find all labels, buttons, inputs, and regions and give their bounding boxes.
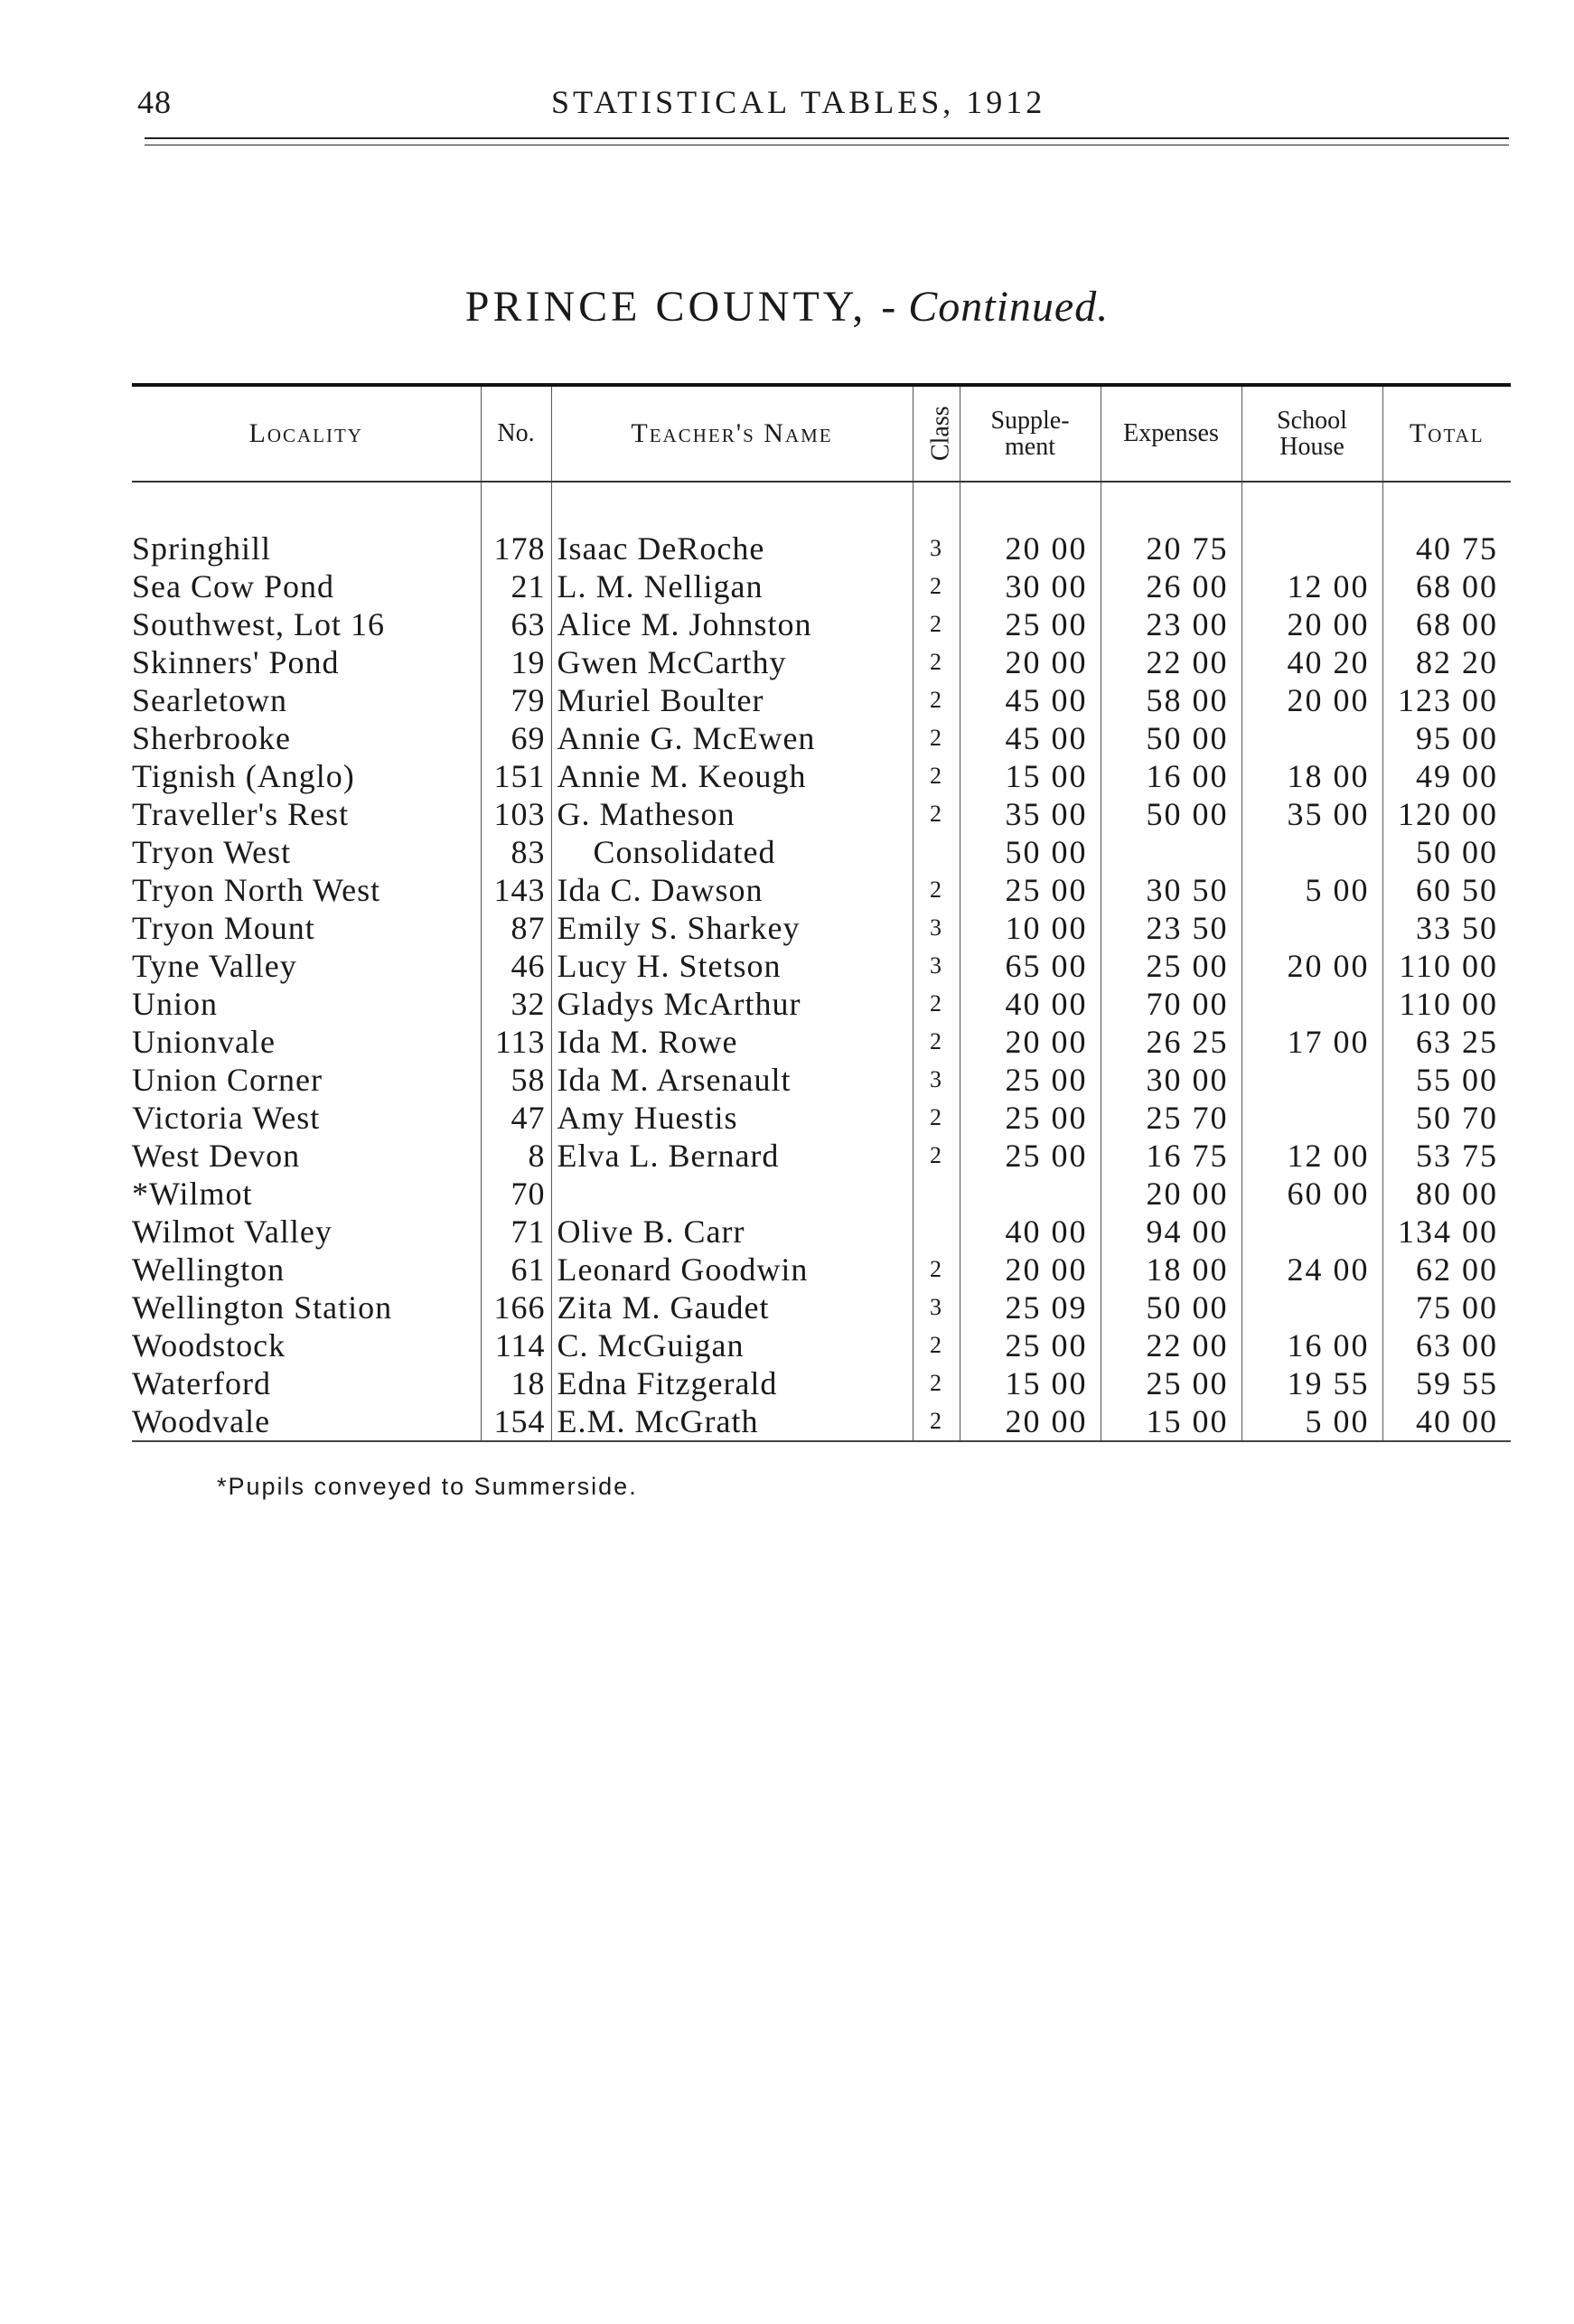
cell-school-no: 63 xyxy=(481,605,551,643)
cell-expenses xyxy=(1101,833,1241,871)
cell-school-no: 178 xyxy=(481,529,551,567)
table-header-row xyxy=(132,385,1511,482)
cell-supplement: 20 00 xyxy=(960,529,1101,567)
cell-locality: Traveller's Rest xyxy=(132,796,350,832)
cell-total: 60 50 xyxy=(1382,871,1511,909)
header-teacher-name: Teacher's Name xyxy=(551,385,913,482)
cell-school-house xyxy=(1241,1289,1382,1326)
cell-school-house: 12 00 xyxy=(1241,567,1382,605)
cell-expenses: 20 00 xyxy=(1101,1175,1241,1213)
cell-supplement: 40 00 xyxy=(960,1213,1101,1251)
cell-teacher-name: Emily S. Sharkey xyxy=(551,909,913,947)
cell-locality: Wilmot Valley xyxy=(132,1214,333,1250)
cell-supplement: 25 00 xyxy=(960,1326,1101,1364)
table-row xyxy=(132,529,1511,567)
cell-supplement: 30 00 xyxy=(960,567,1101,605)
cell-locality: *Wilmot xyxy=(132,1176,253,1212)
cell-teacher-name: E.M. McGrath xyxy=(551,1402,913,1441)
cell-locality: Sea Cow Pond xyxy=(132,568,335,604)
cell-school-no: 61 xyxy=(481,1251,551,1289)
cell-supplement: 20 00 xyxy=(960,1402,1101,1441)
cell-total: 110 00 xyxy=(1382,947,1511,985)
cell-teacher-name: L. M. Nelligan xyxy=(551,567,913,605)
cell-school-house: 5 00 xyxy=(1241,871,1382,909)
cell-school-no: 166 xyxy=(481,1289,551,1326)
cell-expenses: 30 50 xyxy=(1101,871,1241,909)
cell-locality: Tryon West xyxy=(132,834,292,870)
table-body xyxy=(132,482,1511,1441)
cell-expenses: 22 00 xyxy=(1101,643,1241,681)
cell-supplement: 25 00 xyxy=(960,871,1101,909)
cell-expenses: 18 00 xyxy=(1101,1251,1241,1289)
cell-school-no: 79 xyxy=(481,681,551,719)
cell-supplement: 15 00 xyxy=(960,1364,1101,1402)
cell-school-no: 70 xyxy=(481,1175,551,1213)
cell-locality: Wellington Station xyxy=(132,1289,393,1326)
cell-school-no: 46 xyxy=(481,947,551,985)
cell-expenses: 94 00 xyxy=(1101,1213,1241,1251)
header-class xyxy=(913,385,960,482)
cell-expenses: 25 70 xyxy=(1101,1099,1241,1137)
cell-school-no: 58 xyxy=(481,1061,551,1099)
cell-total: 68 00 xyxy=(1382,567,1511,605)
cell-total: 49 00 xyxy=(1382,757,1511,795)
header-total: Total xyxy=(1382,385,1511,482)
page-number: 48 xyxy=(137,84,172,120)
table-row xyxy=(132,643,1511,681)
cell-class: 3 xyxy=(913,947,960,985)
cell-class: 2 xyxy=(913,871,960,909)
table-row xyxy=(132,1289,1511,1326)
footnote: *Pupils conveyed to Summerside. xyxy=(217,1473,638,1500)
table-row xyxy=(132,985,1511,1023)
cell-school-house: 20 00 xyxy=(1241,947,1382,985)
cell-supplement xyxy=(960,1175,1101,1213)
cell-school-no: 114 xyxy=(481,1326,551,1364)
statistics-table-wrap xyxy=(132,383,1511,1442)
cell-teacher-name: C. McGuigan xyxy=(551,1326,913,1364)
cell-locality: Union Corner xyxy=(132,1062,323,1098)
cell-school-house: 19 55 xyxy=(1241,1364,1382,1402)
cell-school-house: 20 00 xyxy=(1241,681,1382,719)
cell-teacher-name: Isaac DeRoche xyxy=(551,529,913,567)
cell-school-house xyxy=(1241,529,1382,567)
cell-expenses: 25 00 xyxy=(1101,1364,1241,1402)
cell-school-house xyxy=(1241,833,1382,871)
cell-teacher-name: Annie G. McEwen xyxy=(551,719,913,757)
cell-class: 2 xyxy=(913,719,960,757)
cell-class: 2 xyxy=(913,757,960,795)
cell-teacher-name xyxy=(551,1175,913,1213)
cell-total: 134 00 xyxy=(1382,1213,1511,1251)
cell-supplement: 25 00 xyxy=(960,1137,1101,1175)
cell-school-house: 12 00 xyxy=(1241,1137,1382,1175)
cell-total: 62 00 xyxy=(1382,1251,1511,1289)
cell-total: 50 00 xyxy=(1382,833,1511,871)
cell-school-no: 143 xyxy=(481,871,551,909)
table-spacer-row xyxy=(132,482,1511,529)
cell-class: 2 xyxy=(913,985,960,1023)
cell-locality: Springhill xyxy=(132,530,272,567)
cell-school-house: 18 00 xyxy=(1241,757,1382,795)
cell-class: 3 xyxy=(913,1289,960,1326)
cell-school-no: 103 xyxy=(481,795,551,833)
cell-school-no: 71 xyxy=(481,1213,551,1251)
cell-locality: West Devon xyxy=(132,1138,301,1174)
cell-total: 68 00 xyxy=(1382,605,1511,643)
section-continued: - Continued. xyxy=(881,283,1110,331)
table-row xyxy=(132,795,1511,833)
cell-school-no: 18 xyxy=(481,1364,551,1402)
cell-locality: Sherbrooke xyxy=(132,720,291,756)
cell-expenses: 23 00 xyxy=(1101,605,1241,643)
cell-expenses: 50 00 xyxy=(1101,1289,1241,1326)
table-row xyxy=(132,1137,1511,1175)
cell-supplement: 20 00 xyxy=(960,643,1101,681)
cell-school-house xyxy=(1241,1099,1382,1137)
table-row xyxy=(132,1023,1511,1061)
cell-locality: Woodvale xyxy=(132,1402,481,1441)
cell-class: 3 xyxy=(913,909,960,947)
cell-school-no: 87 xyxy=(481,909,551,947)
cell-school-house: 17 00 xyxy=(1241,1023,1382,1061)
cell-class: 2 xyxy=(913,795,960,833)
cell-class xyxy=(913,1175,960,1213)
cell-school-no: 151 xyxy=(481,757,551,795)
table-row xyxy=(132,1061,1511,1099)
cell-class: 2 xyxy=(913,1402,960,1441)
cell-school-house xyxy=(1241,1061,1382,1099)
cell-class: 2 xyxy=(913,681,960,719)
cell-class: 2 xyxy=(913,1137,960,1175)
table-row xyxy=(132,1175,1511,1213)
cell-school-no: 19 xyxy=(481,643,551,681)
cell-school-house xyxy=(1241,1213,1382,1251)
cell-expenses: 20 75 xyxy=(1101,529,1241,567)
table-row xyxy=(132,1213,1511,1251)
cell-school-house: 60 00 xyxy=(1241,1175,1382,1213)
cell-total: 59 55 xyxy=(1382,1364,1511,1402)
table-row xyxy=(132,681,1511,719)
cell-teacher-name: Leonard Goodwin xyxy=(551,1251,913,1289)
header-rule xyxy=(145,137,1509,139)
cell-expenses: 26 25 xyxy=(1101,1023,1241,1061)
cell-expenses: 16 00 xyxy=(1101,757,1241,795)
cell-total: 80 00 xyxy=(1382,1175,1511,1213)
cell-expenses: 23 50 xyxy=(1101,909,1241,947)
cell-teacher-name: Gladys McArthur xyxy=(551,985,913,1023)
section-title: PRINCE COUNTY, xyxy=(464,283,867,331)
cell-total: 123 00 xyxy=(1382,681,1511,719)
cell-expenses: 26 00 xyxy=(1101,567,1241,605)
header-no: No. xyxy=(481,385,551,482)
statistics-table xyxy=(132,383,1511,1442)
cell-school-no: 69 xyxy=(481,719,551,757)
table-row xyxy=(132,947,1511,985)
cell-supplement: 65 00 xyxy=(960,947,1101,985)
cell-class: 2 xyxy=(913,605,960,643)
table-row xyxy=(132,833,1511,871)
header-school-house: School House xyxy=(1241,385,1382,482)
cell-locality: Wellington xyxy=(132,1251,286,1288)
cell-school-house: 20 00 xyxy=(1241,605,1382,643)
cell-locality: Searletown xyxy=(132,682,287,718)
cell-expenses: 25 00 xyxy=(1101,947,1241,985)
cell-teacher-name: Annie M. Keough xyxy=(551,757,913,795)
table-row xyxy=(132,1326,1511,1364)
cell-school-no: 83 xyxy=(481,833,551,871)
cell-total: 82 20 xyxy=(1382,643,1511,681)
cell-school-house: 5 00 xyxy=(1241,1402,1382,1441)
cell-expenses: 15 00 xyxy=(1101,1402,1241,1441)
cell-locality: Tryon Mount xyxy=(132,910,315,946)
cell-total: 50 70 xyxy=(1382,1099,1511,1137)
cell-total: 63 25 xyxy=(1382,1023,1511,1061)
cell-total: 120 00 xyxy=(1382,795,1511,833)
header-class-label: Class xyxy=(926,406,955,462)
cell-supplement: 20 00 xyxy=(960,1023,1101,1061)
cell-school-house xyxy=(1241,909,1382,947)
cell-school-house: 40 20 xyxy=(1241,643,1382,681)
cell-class: 3 xyxy=(913,1061,960,1099)
cell-class: 3 xyxy=(913,529,960,567)
table-row xyxy=(132,757,1511,795)
header-supplement: Supple- ment xyxy=(960,385,1101,482)
cell-locality: Union xyxy=(132,986,218,1022)
cell-supplement: 25 00 xyxy=(960,1099,1101,1137)
cell-teacher-name: Amy Huestis xyxy=(551,1099,913,1137)
cell-locality: Waterford xyxy=(132,1365,272,1401)
cell-school-house xyxy=(1241,719,1382,757)
header-locality: Locality xyxy=(132,385,481,482)
cell-school-house: 24 00 xyxy=(1241,1251,1382,1289)
running-title: STATISTICAL TABLES, 1912 xyxy=(551,84,1046,120)
cell-locality: Southwest, Lot 16 xyxy=(132,606,386,642)
cell-school-house: 16 00 xyxy=(1241,1326,1382,1364)
cell-class: 2 xyxy=(913,1099,960,1137)
cell-supplement: 40 00 xyxy=(960,985,1101,1023)
cell-teacher-name: Ida M. Rowe xyxy=(551,1023,913,1061)
table-row xyxy=(132,1251,1511,1289)
cell-class: 2 xyxy=(913,1364,960,1402)
header-expenses: Expenses xyxy=(1101,385,1241,482)
cell-class: 2 xyxy=(913,567,960,605)
cell-supplement: 20 00 xyxy=(960,1251,1101,1289)
cell-total: 110 00 xyxy=(1382,985,1511,1023)
cell-supplement: 25 00 xyxy=(960,605,1101,643)
table-row xyxy=(132,1364,1511,1402)
cell-school-no: 21 xyxy=(481,567,551,605)
cell-class: 2 xyxy=(913,1251,960,1289)
cell-expenses: 70 00 xyxy=(1101,985,1241,1023)
cell-supplement: 10 00 xyxy=(960,909,1101,947)
table-row xyxy=(132,909,1511,947)
cell-supplement: 45 00 xyxy=(960,681,1101,719)
cell-teacher-name: Lucy H. Stetson xyxy=(551,947,913,985)
table-row xyxy=(132,1402,1511,1441)
section-heading xyxy=(0,282,1574,332)
cell-school-no: 113 xyxy=(481,1023,551,1061)
cell-total: 63 00 xyxy=(1382,1326,1511,1364)
cell-locality: Skinners' Pond xyxy=(132,644,340,680)
cell-supplement: 25 09 xyxy=(960,1289,1101,1326)
cell-school-house: 35 00 xyxy=(1241,795,1382,833)
cell-teacher-name: Ida M. Arsenault xyxy=(551,1061,913,1099)
cell-school-no: 47 xyxy=(481,1099,551,1137)
cell-locality: Tignish (Anglo) xyxy=(132,758,355,794)
cell-teacher-name: Edna Fitzgerald xyxy=(551,1364,913,1402)
cell-locality: Tryon North West xyxy=(132,872,381,908)
cell-total: 40 00 xyxy=(1382,1402,1511,1441)
cell-locality: Tyne Valley xyxy=(132,948,297,984)
cell-class: 2 xyxy=(913,1023,960,1061)
cell-total: 33 50 xyxy=(1382,909,1511,947)
cell-class: 2 xyxy=(913,1326,960,1364)
cell-teacher-name: G. Matheson xyxy=(551,795,913,833)
table-row xyxy=(132,605,1511,643)
table-row xyxy=(132,871,1511,909)
cell-supplement: 35 00 xyxy=(960,795,1101,833)
cell-teacher-name: Ida C. Dawson xyxy=(551,871,913,909)
table-row xyxy=(132,719,1511,757)
cell-total: 75 00 xyxy=(1382,1289,1511,1326)
cell-supplement: 50 00 xyxy=(960,833,1101,871)
cell-class: 2 xyxy=(913,643,960,681)
cell-total: 95 00 xyxy=(1382,719,1511,757)
cell-teacher-name: Consolidated xyxy=(551,833,913,871)
table-row xyxy=(132,1099,1511,1137)
cell-expenses: 22 00 xyxy=(1101,1326,1241,1364)
cell-supplement: 45 00 xyxy=(960,719,1101,757)
cell-teacher-name: Alice M. Johnston xyxy=(551,605,913,643)
table-row xyxy=(132,567,1511,605)
cell-supplement: 25 00 xyxy=(960,1061,1101,1099)
cell-school-house xyxy=(1241,985,1382,1023)
cell-expenses: 58 00 xyxy=(1101,681,1241,719)
cell-teacher-name: Gwen McCarthy xyxy=(551,643,913,681)
cell-class xyxy=(913,833,960,871)
cell-class xyxy=(913,1213,960,1251)
cell-teacher-name: Elva L. Bernard xyxy=(551,1137,913,1175)
cell-supplement: 15 00 xyxy=(960,757,1101,795)
cell-total: 40 75 xyxy=(1382,529,1511,567)
cell-locality: Unionvale xyxy=(132,1024,276,1060)
cell-locality: Woodstock xyxy=(132,1327,286,1363)
cell-total: 55 00 xyxy=(1382,1061,1511,1099)
cell-school-no: 8 xyxy=(481,1137,551,1175)
cell-teacher-name: Muriel Boulter xyxy=(551,681,913,719)
cell-teacher-name: Olive B. Carr xyxy=(551,1213,913,1251)
cell-school-no: 32 xyxy=(481,985,551,1023)
cell-locality: Victoria West xyxy=(132,1100,321,1136)
cell-total: 53 75 xyxy=(1382,1137,1511,1175)
cell-expenses: 16 75 xyxy=(1101,1137,1241,1175)
cell-school-no: 154 xyxy=(481,1402,551,1441)
cell-teacher-name: Zita M. Gaudet xyxy=(551,1289,913,1326)
cell-expenses: 30 00 xyxy=(1101,1061,1241,1099)
cell-expenses: 50 00 xyxy=(1101,795,1241,833)
cell-expenses: 50 00 xyxy=(1101,719,1241,757)
